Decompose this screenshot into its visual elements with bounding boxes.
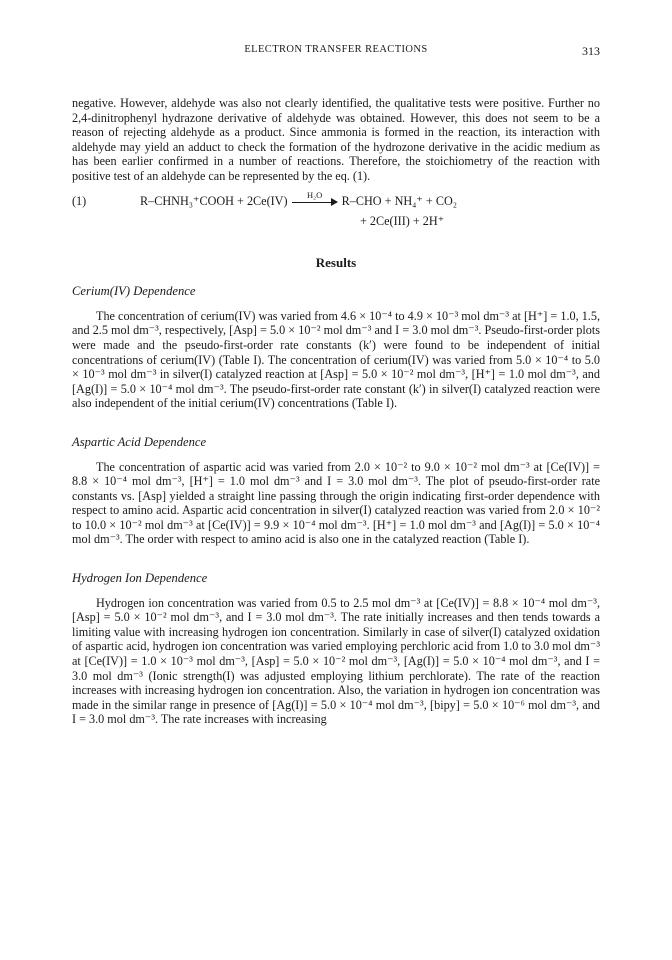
running-head-title: ELECTRON TRANSFER REACTIONS (244, 44, 428, 55)
equation-rhs-2: + 2Ce(III) + 2H⁺ (360, 213, 445, 228)
equation-1 (72, 189, 600, 230)
equation-line-1 (140, 189, 458, 209)
reaction-arrow-icon (292, 189, 338, 208)
article-body (72, 96, 600, 727)
equation-lhs: R–CHNH₃⁺COOH + 2Ce(IV) (140, 193, 288, 208)
section-heading-hydrogen: Hydrogen Ion Dependence (72, 571, 208, 586)
section-heading-cerium: Cerium(IV) Dependence (72, 284, 196, 299)
intro-paragraph: negative. However, aldehyde was also not clearly identified, the qualitative tests were positive. Further no 2,4-dinitrophenyl hydrazone derivative of aldehyde was obtained. However, this does not seem to be a reason of rejecting aldehyde as a product. Since ammonia is formed in the reaction, its interaction with aldehyde may yield an adduct to check the formation of the hydrozone derivative in the acidic medium as has been earlier confirmed in a number of reactions. Therefore, the stoichiometry of the reaction with positive test of an aldehyde can be represented by the eq. (1). (72, 96, 600, 183)
page-number: 313 (582, 44, 600, 58)
section-heading-aspartic: Aspartic Acid Dependence (72, 434, 207, 449)
arrow-condition: H₂O (306, 189, 323, 200)
section-paragraph-cerium: The concentration of cerium(IV) was varied from 4.6 × 10⁻⁴ to 4.9 × 10⁻³ mol dm⁻³ at [H⁺] = 1.0, 1.5, and 2.5 mol dm⁻³, respectively, [Asp] = 5.0 × 10⁻² mol dm⁻³ and I = 3.0 mol dm⁻³. Pseudo-first-order plots were made and the pseudo-first-order rate constants (k′) were found to be independent of initial concentrations of cerium(IV) (Table I). The concentration of cerium(IV) was varied from 5.0 × 10⁻⁴ to 5.0 × 10⁻³ mol dm⁻³ in silver(I) catalyzed reaction at [Asp] = 5.0 × 10⁻² mol dm⁻³, [H⁺] = 1.0 mol dm⁻³, and [Ag(I)] = 5.0 × 10⁻⁴ mol dm⁻³. The pseudo-first-order rate constant (k′) in silver(I) catalyzed reaction were also independent of the initial cerium(IV) concentrations (Table I). (72, 308, 600, 411)
equation-number: (1) (72, 193, 87, 208)
section-paragraph-aspartic: The concentration of aspartic acid was varied from 2.0 × 10⁻² to 9.0 × 10⁻² mol dm⁻³ at [Ce(IV)] = 8.8 × 10⁻⁴ mol dm⁻³, [H⁺] = 1.0 mol dm⁻³ and I = 3.0 mol dm⁻³. The plot of pseudo-first-order rate constants vs. [Asp] yielded a straight line passing through the origin indicating first-order dependence with respect to amino acid. Aspartic acid concentration in silver(I) catalyzed reaction was varied from 2.0 × 10⁻² to 10.0 × 10⁻² mol dm⁻³ at [Ce(IV)] = 9.9 × 10⁻⁴ mol dm⁻³. [H⁺] = 1.0 mol dm⁻³ and [Ag(I)] = 5.0 × 10⁻⁴ mol dm⁻³. The order with respect to amino acid is also one in the catalyzed reaction (Table I). (72, 459, 600, 547)
running-head (72, 44, 600, 60)
section-paragraph-hydrogen: Hydrogen ion concentration was varied from 0.5 to 2.5 mol dm⁻³ at [Ce(IV)] = 8.8 × 10⁻⁴ mol dm⁻³, [Asp] = 5.0 × 10⁻² mol dm⁻³, and I = 3.0 mol dm⁻³. The rate initially increases and then tends towards a limiting value with increasing hydrogen ion concentration. Similarly in case of silver(I) catalyzed oxidation of aspartic acid, hydrogen ion concentration was varied employing perchloric acid from 1.0 to 3.0 mol dm⁻³ at [Ce(IV)] = 1.0 × 10⁻³ mol dm⁻³, [Asp] = 5.0 × 10⁻² mol dm⁻³, [Ag(I)] = 5.0 × 10⁻⁴ mol dm⁻³, and I = 3.0 mol dm⁻³ (Ionic strength(I) was adjusted employing lithium perchlorate). The rate of the reaction increases with increasing hydrogen ion concentration. Also, the variation in hydrogen ion concentration was made in the similar range in presence of [Ag(I)] = 5.0 × 10⁻⁴ mol dm⁻³, [bipy] = 5.0 × 10⁻⁶ mol dm⁻³, and I = 3.0 mol dm⁻³. The rate increases with increasing (72, 595, 600, 727)
equation-rhs-1: R–CHO + NH₄⁺ + CO₂ (341, 193, 458, 208)
results-heading: Results (315, 254, 357, 270)
